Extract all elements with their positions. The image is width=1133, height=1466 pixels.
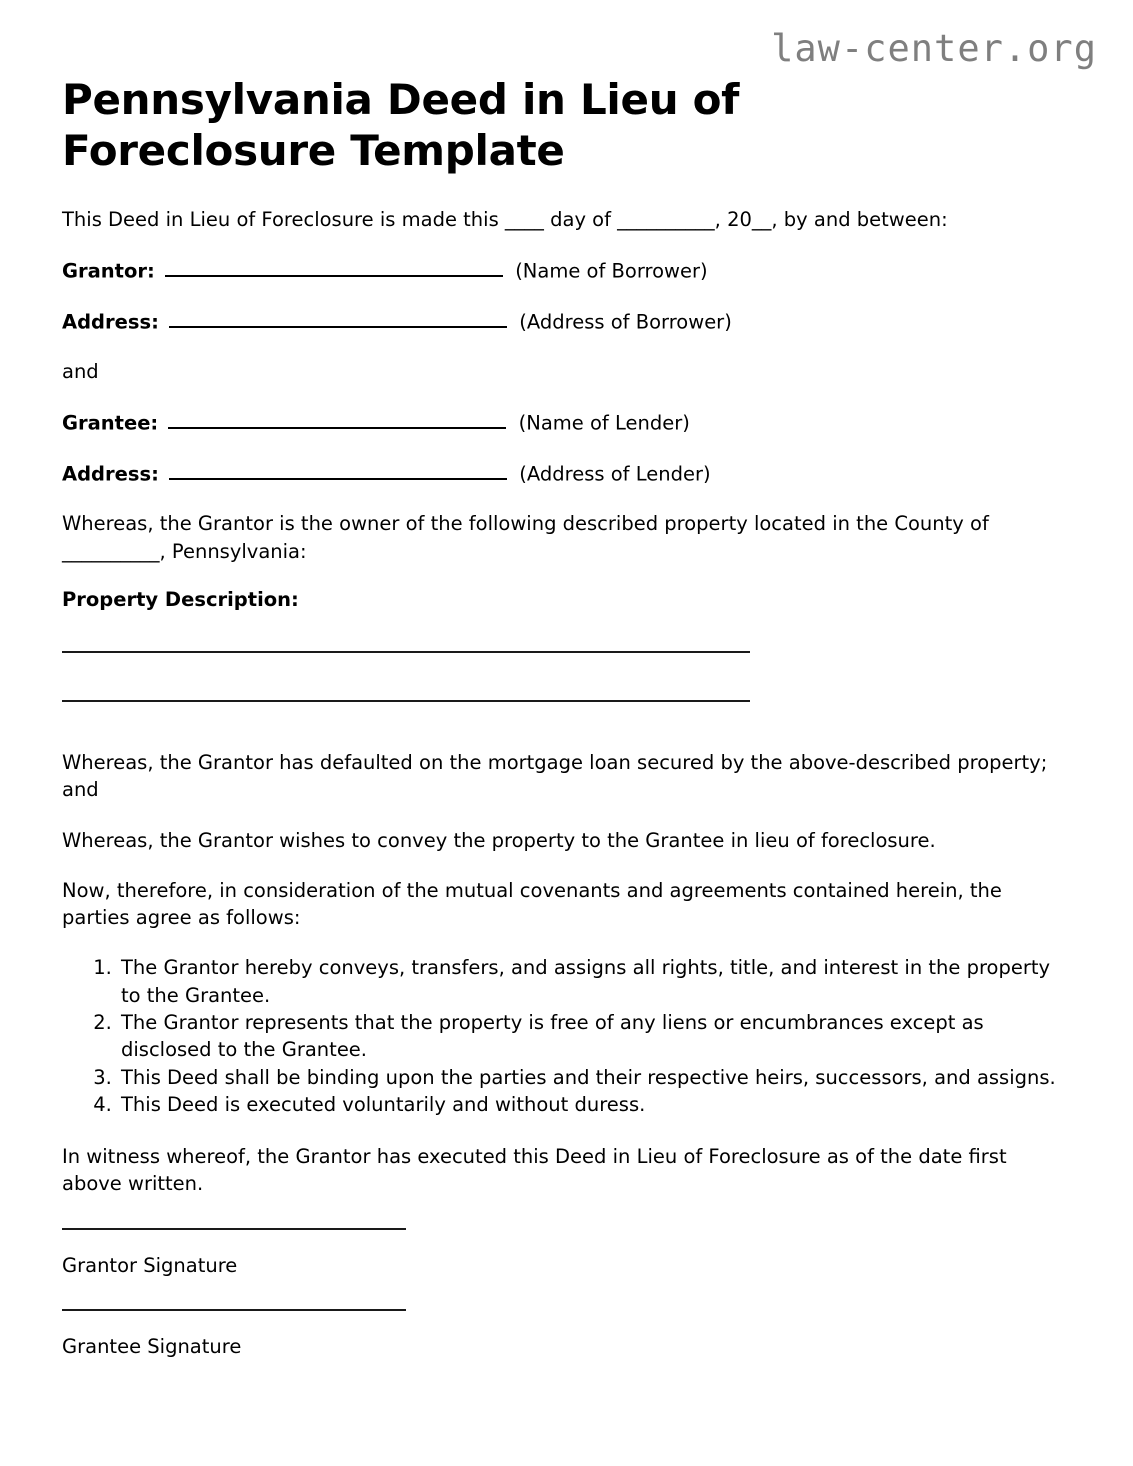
- grantor-field-row: [62, 257, 1072, 285]
- grantee-label: Grantee:: [62, 411, 159, 435]
- agreement-intro-paragraph: Now, therefore, in consideration of the mutual covenants and agreements contained herein, the parties agree as follows:: [62, 878, 1002, 930]
- conjunction-and: and: [62, 360, 99, 384]
- property-description-heading: Property Description:: [62, 587, 299, 611]
- document-body: [62, 74, 1072, 1368]
- grantee-address-blank[interactable]: [169, 460, 507, 481]
- page-title: Pennsylvania Deed in Lieu of Foreclosure Template: [62, 75, 740, 176]
- grantor-signature-line[interactable]: [62, 1228, 406, 1230]
- grantor-name-blank[interactable]: [165, 257, 503, 278]
- grantor-signature-label: Grantor Signature: [62, 1253, 238, 1277]
- grantor-address-label: Address:: [62, 310, 159, 334]
- witness-clause-paragraph: In witness whereof, the Grantor has executed this Deed in Lieu of Foreclosure as of the date first above written.: [62, 1145, 1007, 1196]
- intro-paragraph: This Deed in Lieu of Foreclosure is made this ____ day of __________, 20__, by and between:: [62, 208, 948, 232]
- grantee-field-row: [62, 409, 1072, 437]
- grantor-address-blank[interactable]: [169, 308, 507, 329]
- list-item: 4. This Deed is executed voluntarily and without duress.: [118, 1091, 1072, 1118]
- grantee-name-blank[interactable]: [168, 409, 506, 430]
- list-item: 1. The Grantor hereby conveys, transfers, and assigns all rights, title, and interest in the property to the Grantee.: [118, 954, 1072, 1009]
- grantee-signature-block: [62, 1309, 1072, 1360]
- grantor-signature-block: [62, 1228, 1072, 1279]
- property-description-line-2[interactable]: [62, 700, 750, 702]
- grantee-address-label: Address:: [62, 462, 159, 486]
- grantee-address-field-row: [62, 460, 1072, 488]
- list-item: 2. The Grantor represents that the property is free of any liens or encumbrances except as disclosed to the Grantee.: [118, 1009, 1072, 1064]
- recital-default-paragraph: Whereas, the Grantor has defaulted on the mortgage loan secured by the above-described property; and: [62, 750, 1048, 802]
- grantee-signature-label: Grantee Signature: [62, 1335, 242, 1359]
- grantee-address-hint: (Address of Lender): [519, 462, 711, 486]
- grantee-name-hint: (Name of Lender): [518, 411, 690, 435]
- recital-owner-paragraph: Whereas, the Grantor is the owner of the following described property located in the County of __________, Pennsylvania:: [62, 512, 989, 563]
- terms-list: [62, 954, 1072, 1118]
- grantor-address-field-row: [62, 308, 1072, 336]
- grantor-label: Grantor:: [62, 259, 155, 283]
- property-description-line-1[interactable]: [62, 651, 750, 653]
- site-watermark: law-center.org: [771, 27, 1097, 70]
- list-item: 3. This Deed shall be binding upon the parties and their respective heirs, successors, and assigns.: [118, 1064, 1072, 1091]
- recital-convey-paragraph: Whereas, the Grantor wishes to convey the property to the Grantee in lieu of foreclosure.: [62, 828, 936, 852]
- grantor-name-hint: (Name of Borrower): [515, 259, 708, 283]
- grantor-address-hint: (Address of Borrower): [519, 310, 732, 334]
- grantee-signature-line[interactable]: [62, 1309, 406, 1311]
